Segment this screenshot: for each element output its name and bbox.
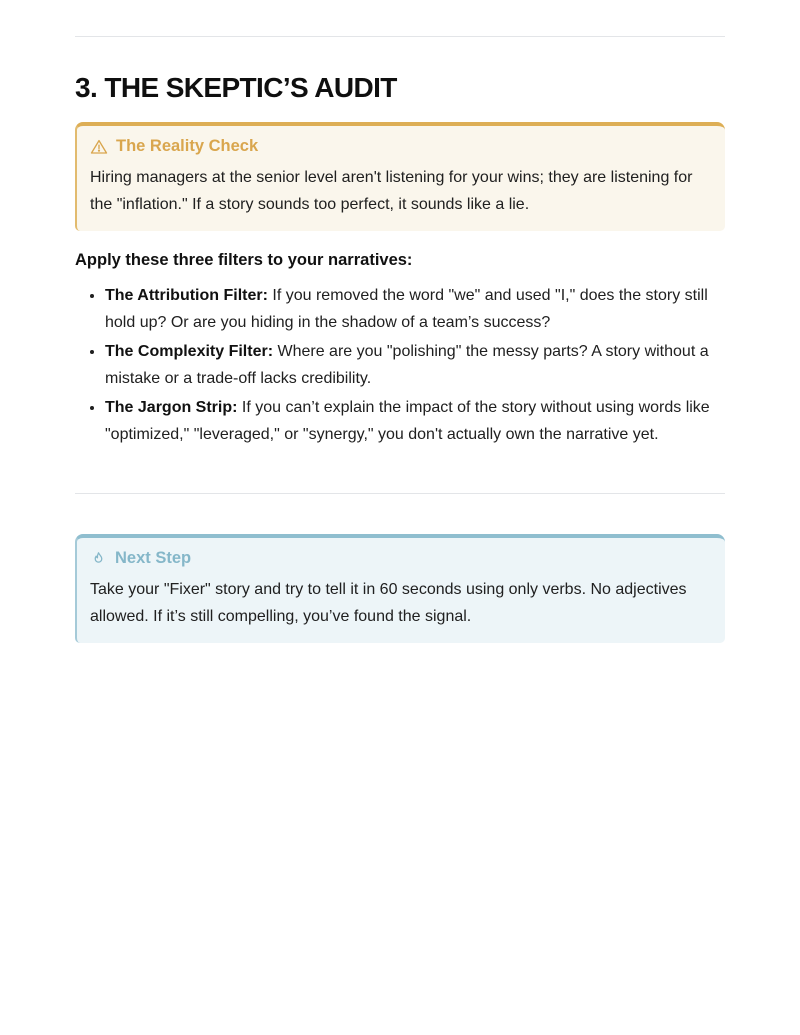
callout-reality-check-body: Hiring managers at the senior level aren't listening for your wins; they are listening for the "inflation." If a story sounds too perfect, it sounds like a lie. <box>90 169 693 213</box>
callout-reality-check-header <box>90 137 709 156</box>
callout-next-step-title: Next Step <box>115 549 192 567</box>
callout-reality-check-title: The Reality Check <box>116 137 259 155</box>
flame-icon <box>90 550 107 568</box>
warning-triangle-icon <box>90 138 108 156</box>
list-item-attribution-filter <box>105 283 725 336</box>
filters-list <box>75 283 725 448</box>
list-item-text: If you removed the word "we" and used "I," does the story still hold up? Or are you hiding in the shadow of a team’s success? <box>105 287 708 331</box>
callout-next-step <box>75 534 725 643</box>
callout-next-step-body: Take your "Fixer" story and try to tell it in 60 seconds using only verbs. No adjectives allowed. If it’s still compelling, you’ve found the signal. <box>90 581 687 625</box>
callout-next-step-header <box>90 549 709 568</box>
intro-paragraph: Apply these three filters to your narratives: <box>75 251 413 269</box>
list-item-label: The Complexity Filter: <box>105 343 274 360</box>
document-content <box>75 0 725 643</box>
middle-divider <box>75 493 725 494</box>
top-divider <box>75 36 725 37</box>
list-item-label: The Jargon Strip: <box>105 399 238 416</box>
list-item-complexity-filter <box>105 339 725 392</box>
list-item-text: If you can’t explain the impact of the story without using words like "optimized," "leveraged," or "synergy," you don't actually own the narrative yet. <box>105 399 710 443</box>
list-item-text: Where are you "polishing" the messy parts? A story without a mistake or a trade-off lacks credibility. <box>105 343 709 387</box>
callout-reality-check <box>75 122 725 231</box>
list-item-jargon-strip <box>105 395 725 448</box>
list-item-label: The Attribution Filter: <box>105 287 268 304</box>
section-heading: 3. THE SKEPTIC’S AUDIT <box>75 72 397 103</box>
